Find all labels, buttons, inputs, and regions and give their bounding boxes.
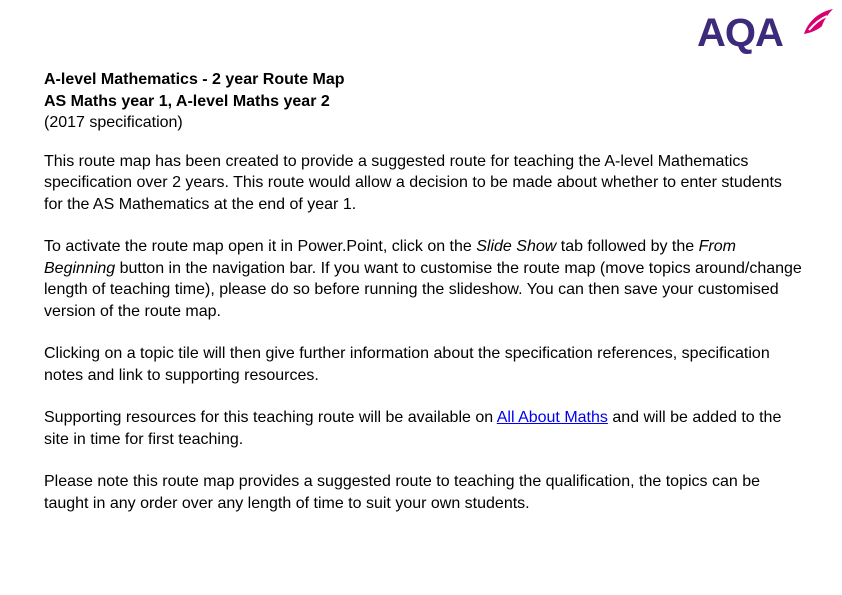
clicking-paragraph: Clicking on a topic tile will then give further information about the specification references, specification notes and link to supporting resources. <box>44 345 770 384</box>
aqa-logo <box>697 8 835 58</box>
resources-paragraph <box>44 407 804 450</box>
document-header <box>44 69 804 134</box>
page-subtitle: (2017 specification) <box>44 114 183 131</box>
resources-text-2: and will be added to the site in time for first teaching. <box>44 409 782 448</box>
activate-text-3: button in the navigation bar. If you want to customise the route map (move topics around/change length of teaching time), please do so before running the slideshow. You can then save your customised version of the route map. <box>44 259 802 320</box>
document-body <box>44 69 804 535</box>
activate-text-1: To activate the route map open it in Power.Point, click on the <box>44 238 477 255</box>
aqa-swoosh-icon <box>800 8 834 38</box>
activate-paragraph <box>44 236 804 322</box>
page-title-secondary: AS Maths year 1, A-level Maths year 2 <box>44 92 330 110</box>
note-paragraph: Please note this route map provides a suggested route to teaching the qualification, the topics can be taught in any order over any length of time to suit your own students. <box>44 473 761 512</box>
resources-text-1: Supporting resources for this teaching route will be available on <box>44 409 497 426</box>
page-title: A-level Mathematics - 2 year Route Map <box>44 71 345 88</box>
aqa-logo-text: AQA <box>697 11 783 55</box>
activate-text-2: tab followed by the <box>556 238 699 255</box>
intro-paragraph: This route map has been created to provide a suggested route for teaching the A-level Mathematics specification over 2 years. This route would allow a decision to be made about whether to enter students for the AS Mathematics at the end of year 1. <box>44 152 782 213</box>
from-beginning-term: From Beginning <box>44 238 736 277</box>
slide-show-term: Slide Show <box>476 238 557 255</box>
all-about-maths-link[interactable]: All About Maths <box>496 409 608 426</box>
